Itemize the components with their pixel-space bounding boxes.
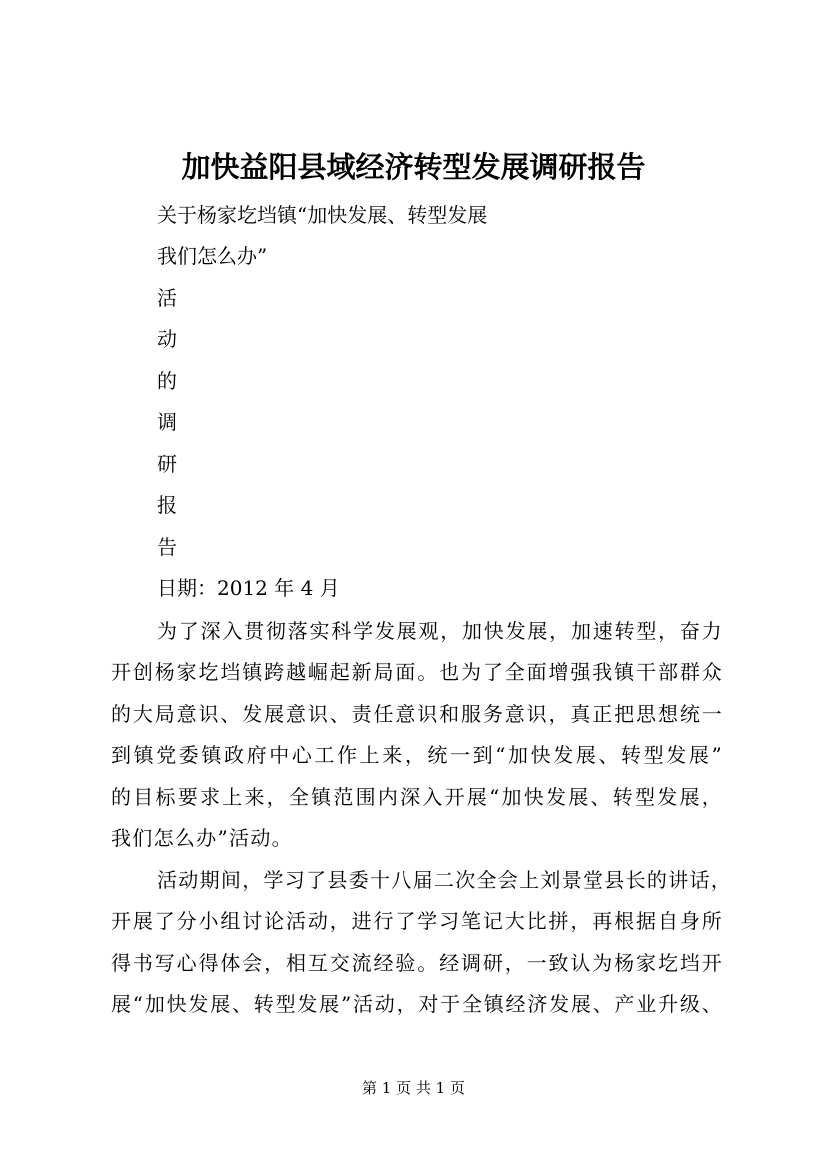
paragraph-line: 活动期间，学习了县委十八届二次全会上刘景堂县长的讲话， xyxy=(157,868,733,892)
subtitle-char: 研 xyxy=(157,452,177,476)
subtitle-char: 调 xyxy=(157,410,177,434)
paragraph-line: 的目标要求上来，全镇范围内深入开展“加快发展、转型发展， xyxy=(111,785,723,809)
subtitle-line: 关于杨家圪垱镇“加快发展、转型发展 xyxy=(157,203,488,227)
paragraph-line: 我们怎么办”活动。 xyxy=(111,826,293,850)
subtitle-char: 活 xyxy=(157,286,177,310)
subtitle-char: 告 xyxy=(157,535,177,559)
date-line: 日期：2012 年 4 月 xyxy=(157,576,340,600)
paragraph-line: 到镇党委镇政府中心工作上来，统一到“加快发展、转型发展” xyxy=(111,743,723,767)
paragraph-line: 开创杨家圪垱镇跨越崛起新局面。也为了全面增强我镇干部群众 xyxy=(111,660,723,684)
subtitle-line: 我们怎么办” xyxy=(157,244,268,268)
paragraph-line: 为了深入贯彻落实科学发展观，加快发展，加速转型，奋力 xyxy=(157,619,723,643)
page-number-footer: 第 1 页 共 1 页 xyxy=(362,1079,465,1097)
subtitle-char: 的 xyxy=(157,369,177,393)
paragraph-line: 得书写心得体会，相互交流经验。经调研，一致认为杨家圪垱开 xyxy=(111,951,723,975)
subtitle-char: 动 xyxy=(157,327,177,351)
paragraph-line: 的大局意识、发展意识、责任意识和服务意识，真正把思想统一 xyxy=(111,702,723,726)
paragraph-line: 开展了分小组讨论活动，进行了学习笔记大比拼，再根据自身所 xyxy=(111,909,723,933)
paragraph-line: 展“加快发展、转型发展”活动，对于全镇经济发展、产业升级、 xyxy=(111,992,723,1016)
document-title: 加快益阳县域经济转型发展调研报告 xyxy=(181,150,646,184)
subtitle-char: 报 xyxy=(157,493,177,517)
